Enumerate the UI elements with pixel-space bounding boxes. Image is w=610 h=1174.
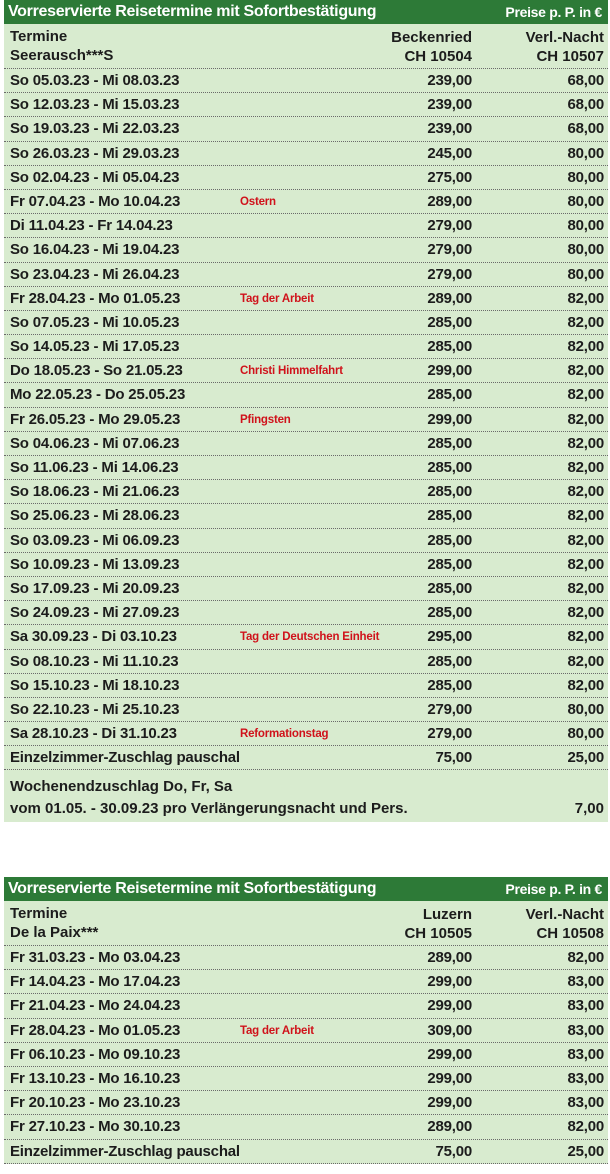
row-price: 279,00: [427, 241, 472, 259]
row-date: So 19.03.23 - Mi 22.03.23: [10, 120, 180, 138]
row-holiday: Tag der Deutschen Einheit: [240, 631, 380, 644]
row-price: 285,00: [427, 434, 472, 452]
row-date: Fr 07.04.23 - Mo 10.04.23: [10, 192, 181, 210]
table-row: [4, 214, 608, 238]
table-row: [4, 674, 608, 698]
table-body: [4, 69, 608, 770]
row-price: 285,00: [427, 531, 472, 549]
table-row: [4, 432, 608, 456]
row-night-price: 82,00: [567, 604, 604, 622]
table-row: [4, 650, 608, 674]
row-date: Fr 28.04.23 - Mo 01.05.23: [10, 1021, 181, 1039]
row-date: So 10.09.23 - Mi 13.09.23: [10, 555, 180, 573]
row-date: So 24.09.23 - Mi 27.09.23: [10, 604, 180, 622]
col-header-price-place: Luzern: [422, 906, 472, 923]
row-price: 239,00: [427, 72, 472, 89]
row-price: 285,00: [427, 483, 472, 501]
row-night-price: 82,00: [567, 338, 604, 356]
hotel-name: De la Paix***: [10, 924, 99, 941]
row-price: 239,00: [427, 96, 472, 114]
row-holiday: Christi Himmelfahrt: [240, 365, 343, 378]
row-night-price: 80,00: [567, 241, 604, 259]
row-price: 299,00: [427, 1094, 472, 1112]
row-night-price: 80,00: [567, 700, 604, 718]
row-date: So 26.03.23 - Mi 29.03.23: [10, 144, 180, 162]
row-date: So 07.05.23 - Mi 10.05.23: [10, 313, 180, 331]
row-night-price: 82,00: [567, 676, 604, 694]
row-night-price: 25,00: [567, 749, 604, 767]
row-price: 279,00: [427, 265, 472, 283]
hotel-name: Seerausch***S: [10, 47, 114, 64]
row-date: So 11.06.23 - Mi 14.06.23: [10, 459, 179, 476]
row-date: So 25.06.23 - Mi 28.06.23: [10, 507, 180, 525]
row-price: 285,00: [427, 338, 472, 356]
table-row: [4, 1091, 608, 1115]
table-header: [4, 901, 608, 946]
row-date: So 23.04.23 - Mi 26.04.23: [10, 265, 180, 283]
row-date: Fr 20.10.23 - Mo 23.10.23: [10, 1094, 181, 1112]
row-price: 285,00: [427, 459, 472, 476]
table-row: [4, 93, 608, 117]
row-price: 239,00: [427, 120, 472, 138]
row-date: Sa 28.10.23 - Di 31.10.23: [10, 725, 177, 743]
row-price: 285,00: [427, 652, 472, 670]
table-body: [4, 946, 608, 1164]
row-date: So 18.06.23 - Mi 21.06.23: [10, 483, 180, 501]
row-date: So 08.10.23 - Mi 11.10.23: [10, 652, 179, 670]
row-date: So 16.04.23 - Mi 19.04.23: [10, 241, 180, 259]
row-night-price: 68,00: [567, 72, 604, 89]
row-price: 289,00: [427, 289, 472, 307]
row-night-price: 80,00: [567, 217, 604, 235]
table-row: [4, 190, 608, 214]
table-title: Vorreservierte Reisetermine mit Sofortbestätigung: [8, 880, 377, 897]
row-night-price: 25,00: [567, 1142, 604, 1160]
table-row: [4, 311, 608, 335]
note-line-2: vom 01.05. - 30.09.23 pro Verlängerungsnacht und Pers.: [10, 800, 408, 818]
row-night-price: 80,00: [567, 725, 604, 743]
price-table-seerausch: [4, 0, 608, 822]
row-date: So 05.03.23 - Mi 08.03.23: [10, 72, 180, 89]
col-header-night: [526, 905, 604, 943]
row-price: 245,00: [427, 144, 472, 162]
row-night-price: 82,00: [567, 949, 604, 966]
row-price: 289,00: [427, 1118, 472, 1136]
row-price: 285,00: [427, 313, 472, 331]
table-row: [4, 1043, 608, 1067]
row-night-price: 82,00: [567, 410, 604, 428]
row-price: 289,00: [427, 192, 472, 210]
row-date: So 17.09.23 - Mi 20.09.23: [10, 579, 180, 597]
col-label-termine: Termine: [10, 905, 68, 922]
table-row: [4, 480, 608, 504]
col-header-night-label: Verl.-Nacht: [525, 906, 604, 923]
table-header: [4, 24, 608, 69]
row-night-price: 83,00: [567, 997, 604, 1015]
row-price: 299,00: [427, 973, 472, 991]
row-night-price: 68,00: [567, 120, 604, 138]
table-row: [4, 69, 608, 93]
row-price: 279,00: [427, 217, 472, 235]
row-date: So 04.06.23 - Mi 07.06.23: [10, 434, 180, 452]
row-date: Einzelzimmer-Zuschlag pauschal: [10, 749, 240, 767]
row-price: 295,00: [427, 628, 472, 646]
table-row: [4, 1067, 608, 1091]
row-price: 285,00: [427, 507, 472, 525]
table-row: [4, 625, 608, 649]
row-night-price: 82,00: [567, 628, 604, 646]
row-date: Fr 14.04.23 - Mo 17.04.23: [10, 973, 181, 991]
table-row: [4, 994, 608, 1018]
row-night-price: 82,00: [567, 434, 604, 452]
table-row: [4, 722, 608, 746]
note-line-1: Wochenendzuschlag Do, Fr, Sa: [10, 778, 233, 796]
row-date: So 02.04.23 - Mi 05.04.23: [10, 168, 180, 186]
row-night-price: 80,00: [567, 168, 604, 186]
row-date: Fr 31.03.23 - Mo 03.04.23: [10, 949, 181, 966]
table-row: [4, 601, 608, 625]
row-price: 299,00: [427, 410, 472, 428]
table-row: [4, 383, 608, 407]
row-night-price: 80,00: [567, 265, 604, 283]
price-note: Preise p. P. in €: [505, 881, 602, 897]
col-label-termine: Termine: [10, 28, 68, 45]
price-note: Preise p. P. in €: [505, 4, 602, 20]
row-date: Do 18.05.23 - So 21.05.23: [10, 362, 183, 380]
table-row: [4, 504, 608, 528]
row-price: 289,00: [427, 949, 472, 966]
row-price: 309,00: [427, 1021, 472, 1039]
row-night-price: 83,00: [567, 1069, 604, 1087]
row-night-price: 83,00: [567, 973, 604, 991]
row-night-price: 68,00: [567, 96, 604, 114]
table-row: [4, 746, 608, 770]
col-header-night-code: CH 10507: [536, 48, 604, 65]
table-row: [4, 287, 608, 311]
row-price: 279,00: [427, 700, 472, 718]
col-header-price: [404, 905, 472, 943]
col-header-night-label: Verl.-Nacht: [525, 29, 604, 46]
row-price: 75,00: [435, 749, 472, 767]
col-header-price-place: Beckenried: [391, 29, 472, 46]
table-row: [4, 1140, 608, 1164]
row-price: 275,00: [427, 168, 472, 186]
row-price: 299,00: [427, 362, 472, 380]
row-night-price: 80,00: [567, 144, 604, 162]
row-date: Einzelzimmer-Zuschlag pauschal: [10, 1142, 240, 1160]
row-price: 299,00: [427, 997, 472, 1015]
col-header-night: [526, 28, 604, 66]
row-date: Fr 21.04.23 - Mo 24.04.23: [10, 997, 181, 1015]
row-price: 285,00: [427, 579, 472, 597]
col-header-night-code: CH 10508: [536, 925, 604, 942]
row-price: 279,00: [427, 725, 472, 743]
col-header-price-code: CH 10505: [404, 925, 472, 942]
table-row: [4, 335, 608, 359]
row-night-price: 82,00: [567, 579, 604, 597]
table-row: [4, 1019, 608, 1043]
row-night-price: 82,00: [567, 386, 604, 404]
row-date: So 12.03.23 - Mi 15.03.23: [10, 96, 180, 114]
row-price: 285,00: [427, 386, 472, 404]
note-value: 7,00: [574, 800, 604, 818]
row-night-price: 82,00: [567, 652, 604, 670]
row-night-price: 82,00: [567, 531, 604, 549]
price-table-de-la-paix: [4, 877, 608, 1164]
table-row: [4, 577, 608, 601]
row-night-price: 82,00: [567, 362, 604, 380]
row-night-price: 82,00: [567, 507, 604, 525]
row-price: 285,00: [427, 676, 472, 694]
row-night-price: 83,00: [567, 1094, 604, 1112]
table-row: [4, 553, 608, 577]
table-title-band: [4, 0, 608, 24]
row-night-price: 83,00: [567, 1045, 604, 1063]
row-date: Fr 06.10.23 - Mo 09.10.23: [10, 1045, 181, 1063]
row-date: Fr 26.05.23 - Mo 29.05.23: [10, 410, 181, 428]
table-row: [4, 456, 608, 480]
table-title-band: [4, 877, 608, 901]
row-night-price: 82,00: [567, 313, 604, 331]
row-date: So 14.05.23 - Mi 17.05.23: [10, 338, 180, 356]
row-date: So 03.09.23 - Mi 06.09.23: [10, 531, 180, 549]
row-holiday: Pfingsten: [240, 413, 291, 426]
table-row: [4, 529, 608, 553]
row-holiday: Tag der Arbeit: [240, 1024, 314, 1037]
row-price: 285,00: [427, 604, 472, 622]
col-header-price-code: CH 10504: [404, 48, 472, 65]
table-row: [4, 1115, 608, 1139]
row-holiday: Ostern: [240, 195, 276, 208]
row-night-price: 82,00: [567, 555, 604, 573]
table-row: [4, 117, 608, 141]
row-night-price: 80,00: [567, 192, 604, 210]
row-date: So 22.10.23 - Mi 25.10.23: [10, 700, 180, 718]
row-date: Sa 30.09.23 - Di 03.10.23: [10, 628, 177, 646]
row-date: Di 11.04.23 - Fr 14.04.23: [10, 217, 173, 235]
row-price: 299,00: [427, 1045, 472, 1063]
row-night-price: 83,00: [567, 1021, 604, 1039]
table-title: Vorreservierte Reisetermine mit Sofortbestätigung: [8, 3, 377, 20]
row-holiday: Tag der Arbeit: [240, 292, 314, 305]
row-night-price: 82,00: [567, 483, 604, 501]
row-date: Mo 22.05.23 - Do 25.05.23: [10, 386, 186, 404]
table-row: [4, 142, 608, 166]
row-date: Fr 28.04.23 - Mo 01.05.23: [10, 289, 181, 307]
col-header-price: [391, 28, 472, 66]
row-holiday: Reformationstag: [240, 728, 329, 741]
row-night-price: 82,00: [567, 459, 604, 476]
row-night-price: 82,00: [567, 289, 604, 307]
row-price: 299,00: [427, 1069, 472, 1087]
table-row: [4, 359, 608, 383]
weekend-surcharge-note: [4, 770, 608, 822]
table-row: [4, 408, 608, 432]
table-row: [4, 698, 608, 722]
table-row: [4, 166, 608, 190]
table-row: [4, 946, 608, 970]
table-row: [4, 238, 608, 262]
row-night-price: 82,00: [567, 1118, 604, 1136]
table-row: [4, 263, 608, 287]
row-date: So 15.10.23 - Mi 18.10.23: [10, 676, 180, 694]
row-price: 75,00: [435, 1142, 472, 1160]
table-row: [4, 970, 608, 994]
row-date: Fr 27.10.23 - Mo 30.10.23: [10, 1118, 181, 1136]
row-date: Fr 13.10.23 - Mo 16.10.23: [10, 1069, 181, 1087]
row-price: 285,00: [427, 555, 472, 573]
